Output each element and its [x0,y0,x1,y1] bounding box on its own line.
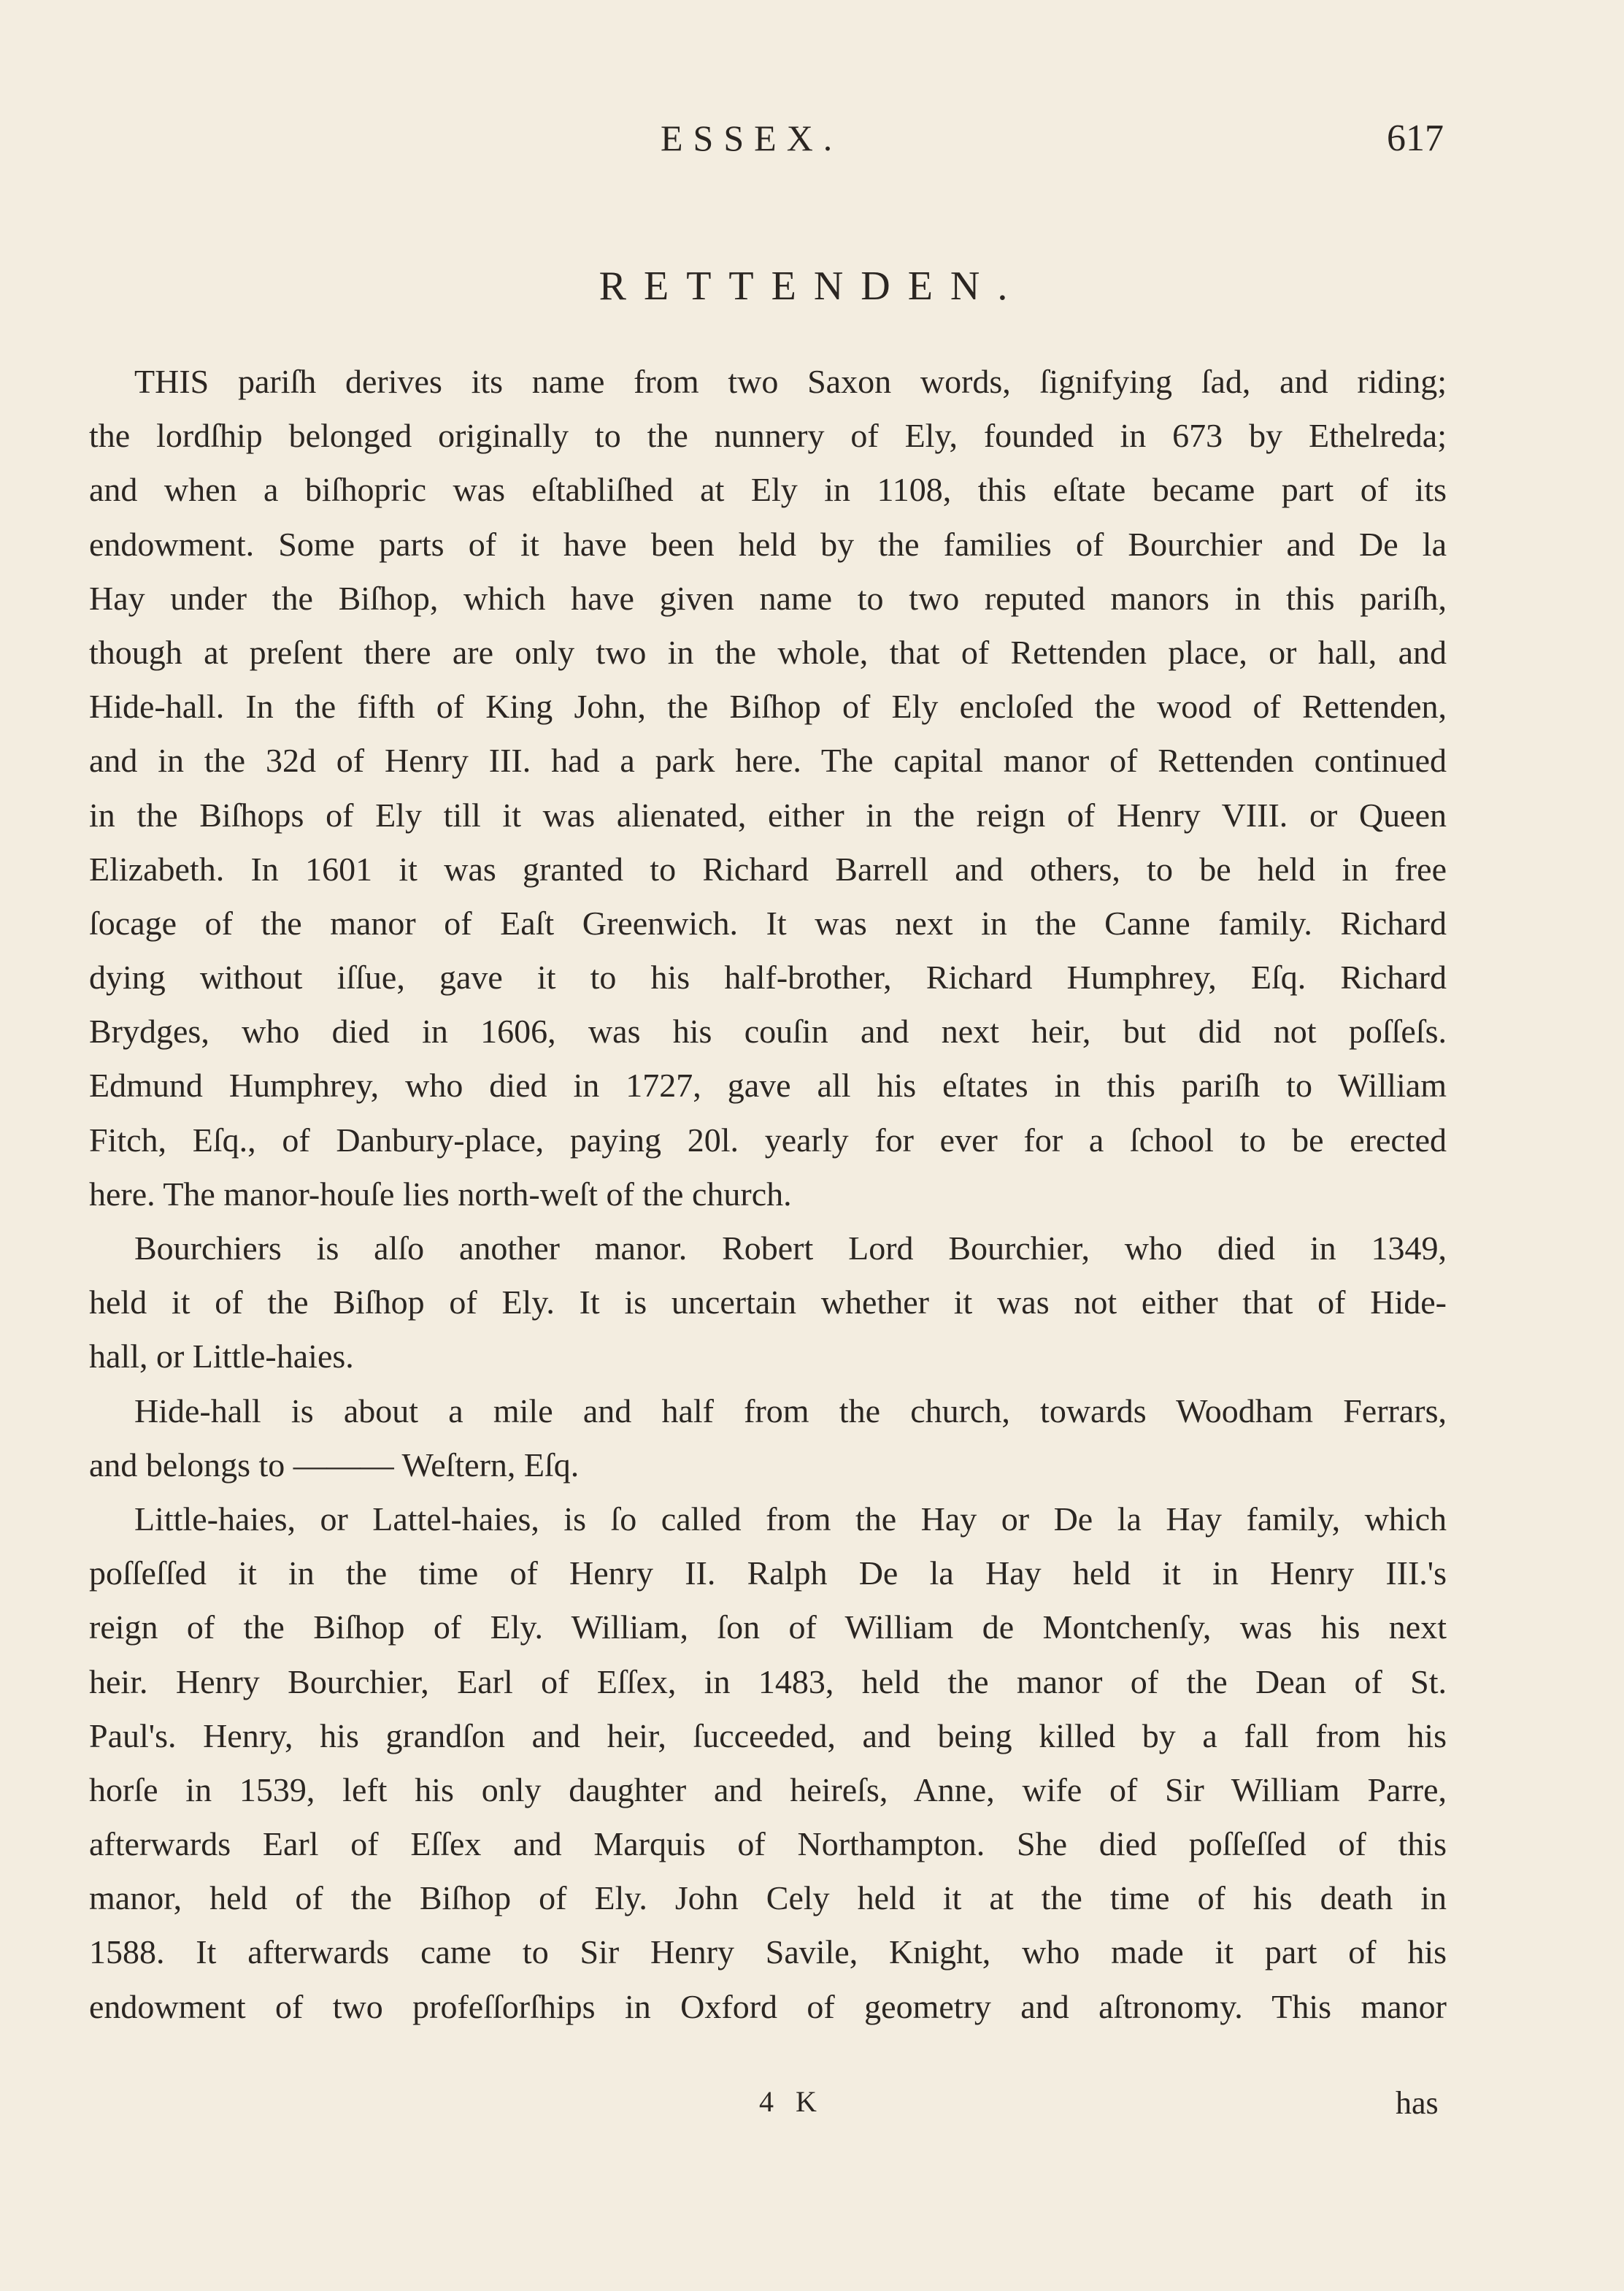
page-number: 617 [1387,118,1444,159]
text-line: hall, or Little-haies. [89,1338,354,1375]
text-line: heir. Henry Bourchier, Earl of Eſſex, in 1483, held the manor of the Dean of St. [89,1662,1447,1700]
text-line: THIS pariſh derives its name from two Saxon words, ſignifying ſad, and riding; [134,363,1447,400]
text-line: Hide-hall. In the fifth of King John, the Biſhop of Ely encloſed the wood of Rettenden, [89,688,1447,726]
text-line: Little-haies, or Lattel-haies, is ſo called from the Hay or De la Hay family, which [134,1500,1447,1538]
text-line: dying without iſſue, gave it to his half-brother, Richard Humphrey, Eſq. Richard [89,959,1447,997]
text-line: manor, held of the Biſhop of Ely. John Cely held it at the time of his death in [89,1879,1447,1917]
text-line: the lordſhip belonged originally to the nunnery of Ely, founded in 673 by Ethelreda; [89,417,1447,455]
text-line: Paul's. Henry, his grandſon and heir, ſucceeded, and being killed by a fall from his [89,1716,1447,1754]
text-line: Brydges, who died in 1606, was his couſin and next heir, but did not poſſeſs. [89,1013,1447,1051]
running-head [0,117,1624,168]
text-line: and in the 32d of Henry III. had a park here. The capital manor of Rettenden continued [89,742,1447,780]
text-line: Hay under the Biſhop, which have given name to two reputed manors in this pariſh, [89,579,1447,617]
text-line: held it of the Biſhop of Ely. It is uncertain whether it was not either that of Hide- [89,1283,1447,1321]
text-line: Elizabeth. In 1601 it was granted to Richard Barrell and others, to be held in free [89,850,1447,888]
text-line: reign of the Biſhop of Ely. William, ſon of William de Montchenſy, was his next [89,1608,1447,1646]
text-line: here. The manor-houſe lies north-weſt of the church. [89,1175,792,1213]
text-line: endowment of two profeſſorſhips in Oxford of geometry and aſtronomy. This manor [89,1987,1447,2025]
text-line: poſſeſſed it in the time of Henry II. Ralph De la Hay held it in Henry III.'s [89,1554,1447,1592]
text-line: horſe in 1539, left his only daughter and heireſs, Anne, wife of Sir William Parre, [89,1770,1447,1808]
text-line: endowment. Some parts of it have been held by the families of Bourchier and De la [89,525,1447,563]
text-line: and belongs to ——— Weſtern, Eſq. [89,1446,580,1484]
text-line: afterwards Earl of Eſſex and Marquis of Northampton. She died poſſeſſed of this [89,1825,1447,1863]
text-line: ſocage of the manor of Eaſt Greenwich. It was next in the Canne family. Richard [89,904,1447,942]
text-line: though at preſent there are only two in the whole, that of Rettenden place, or hall, and [89,633,1447,671]
signature-mark: 4 K [759,2085,824,2118]
body-text [89,355,1447,2034]
text-line: Bourchiers is alſo another manor. Robert Lord Bourchier, who died in 1349, [134,1229,1447,1267]
text-line: and when a biſhopric was eſtabliſhed at Ely in 1108, this eſtate became part of its [89,471,1447,509]
catchline [0,2084,1624,2128]
text-line: 1588. It afterwards came to Sir Henry Savile, Knight, who made it part of his [89,1933,1447,1971]
text-line: Edmund Humphrey, who died in 1727, gave all his eſtates in this pariſh to William [89,1067,1447,1105]
text-line: Fitch, Eſq., of Danbury-place, paying 20l. yearly for ever for a ſchool to be erected [89,1121,1447,1159]
running-title: ESSEX. [661,118,843,158]
section-title: RETTENDEN. [599,264,1025,309]
text-line: Hide-hall is about a mile and half from the church, towards Woodham Ferrars, [134,1392,1447,1430]
text-line: in the Biſhops of Ely till it was alienated, either in the reign of Henry VIII. or Queen [89,796,1447,834]
catchword: has [1396,2085,1439,2121]
